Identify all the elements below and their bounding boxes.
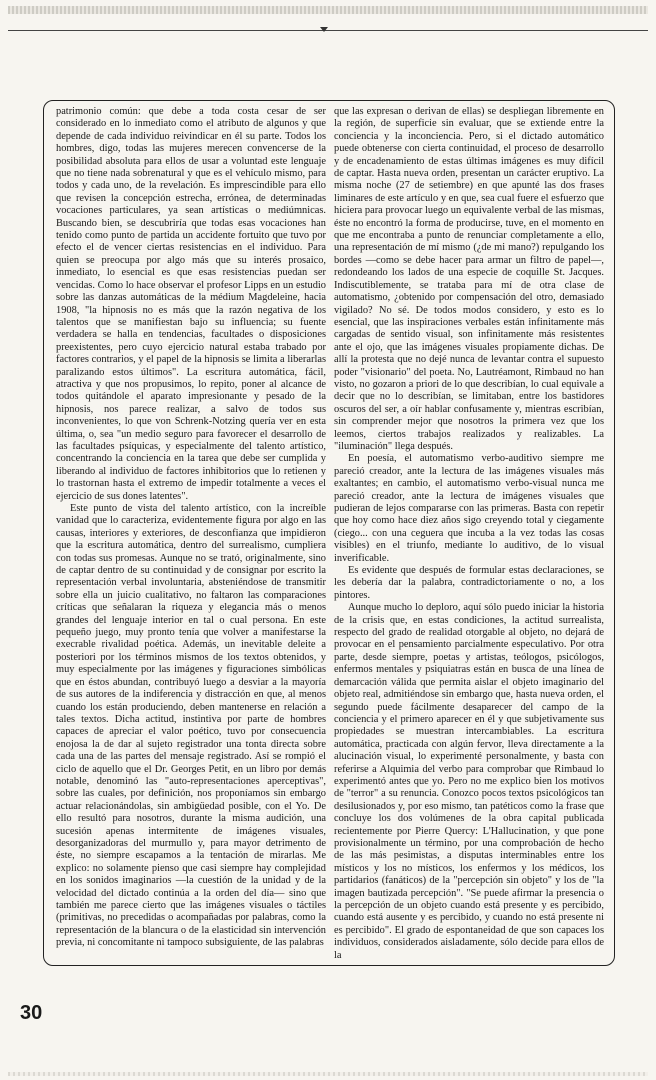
top-triangle-mark xyxy=(320,27,328,32)
right-paragraph-4: Aunque mucho lo deploro, aquí sólo puedo iniciar la historia de la crisis que, en estas condiciones, la actitud surrealista, respecto del grado de realidad otorgable al objeto, no dejará de provocar en el pensamiento parcialmente especulativo. Por otra parte, desde siempre, poetas y artistas, teólogos, psicólogos, enfermos mentales y psiquiatras están en busca de una línea de demarcación válida que permita aislar el objeto imaginario del objeto real, admitiéndose sin embargo que, hasta nueva orden, el segundo puede fácilmente desaparecer del campo de la conciencia y el primero aparecer en él y que subjetivamente sus propiedades se muestran intercambiables. La escritura automática, practicada con algún fervor, lleva directamente a la alucinación visual, lo experimenté personalmente, y basta con referirse a Alquimia del verbo para comprobar que Rimbaud lo experimentó antes que yo. Pero no me explico bien los motivos de "terror" a su renuncia. Conozco pocos textos psicológicos tan desilusionados y, por eso mismo, tan patéticos como la frase que concluye los dos volúmenes de la obra capital publicada recientemente por Pierre Quercy: L'Hallucination, y que pone provisionalmente un término, por una comprobación de hecho de las más pesimistas, a disputas interminables entre los místicos y los no místicos, los enfermos y los médicos, los partidarios (fanáticos) de la "percepción sin objeto" y los de "la imagen bautizada percepción". "Se puede afirmar la presencia o la percepción de un objeto cuando está presente y es percibido, cuando está ausente y es percibido, y cuando no está presente ni es percibido". El grado de espontaneidad de que son capaces los individuos, considerados aisladamente, sólo decide para ellos de la xyxy=(334,602,604,961)
text-columns xyxy=(56,106,604,962)
right-paragraph-2: En poesía, el automatismo verbo-auditivo siempre me pareció creador, ante la lectura de las imágenes visuales más exaltantes; en cambio, el automatismo verbo-visual nunca me pareció creador, ante la lectura de imágenes visuales que pudieran de lejos compararse con las primeras. Basta con repetir que hoy como hace diez años sigo creyendo total y ciegamente (ciego... con una ceguera que incuba a la vez todas las cosas visibles) en el triunfo, mediante lo auditivo, de lo visual inverificable. xyxy=(334,453,604,564)
bottom-scan-band xyxy=(8,1072,648,1076)
top-rule-line xyxy=(8,30,648,31)
right-paragraph-3: Es evidente que después de formular estas declaraciones, se les debería dar la palabra, contradictoriamente o no, a los pintores. xyxy=(334,565,604,601)
left-paragraph-2: Este punto de vista del talento artístico, con la increíble vanidad que lo caracteriza, evidentemente figura por algo en las causas, interiores y exteriores, de desconfianza que impidieron que la escritura automática, dentro del surrealismo, cumpliera con todas sus promesas. Aunque no se trató, originalmente, sino de captar dentro de su continuidad y de consignar por escrito la representación verbal involuntaria, absteniéndose de transmitir sobre ella un juicio cualitativo, no faltaron las comparaciones críticas que señalaran la riqueza y elegancia más o menos grandes del lenguaje interior en tal o cual persona. En este pequeño juego, muy pronto tenía que volver a manifestarse la execrable rivalidad poética. Además, un inevitable deleite a posteriori por los términos mismos de los textos obtenidos, y muy especialmente por las imágenes y figuraciones simbólicas que en éstos abundan, contribuyó luego a desviar a la mayoría de sus autores de la indiferencia y distracción en que, al menos cuando los están produciendo, deben mantenerse en relación a tales textos. Dicha actitud, instintiva por parte de hombres capaces de apreciar el valor poético, tuvo por consecuencia enojosa la de dar al sujeto registrador una tonta directa sobre cada una de las partes del mensaje registrado. Así se rompió el ciclo de aquello que el Dr. Georges Petit, en un libro por demás notable, denominó las "auto-representaciones aperceptivas", sobre las cuales, por definición, nos proponíamos sin embargo actuar relacionándolas, sin ambigüedad posible, con el Yo. De ello resultó para nosotros, durante la misma audición, una sucesión apenas intermitente de imágenes visuales, desorganizadoras del murmullo y, para mayor detrimento de éste, no siempre escapamos a la tentación de mirarlas. Me explico: no solamente pienso que casi siempre hay complejidad en los sonidos imaginarios —la cuestión de la unidad y de la velocidad del dictado continúa a la orden del día— sino que también me parece cierto que las imágenes visuales o táctiles (primitivas, no precedidas o acompañadas por palabras, como la representación de la blancura o de la elasticidad sin intervención previa, ni concomitante ni tampoco subsiguiente, de las palabras xyxy=(56,503,326,949)
left-paragraph-1: patrimonio común: que debe a toda costa cesar de ser considerado en lo inmediato como el atributo de algunos y que depende de cada individuo reivindicar en él su parte. Todos los hombres, digo, todas las mujeres merecen convencerse de la posibilidad absoluta para ellos de usar a voluntad este lenguaje que no tiene nada sobrenatural y que es el vehículo mismo, para todos y cada uno, de la revelación. Es imprescindible para ello que revisen la concepción estrecha, errónea, de determinadas vocaciones particulares, ya sean artísticas o mediúmnicas. Buscando bien, se descubriría que todas esas vocaciones han tenido como punto de partida un accidente fortuito que tuvo por efecto el de vencer ciertas resistencias en el individuo. Para quien se preocupa por algo más que su interés prosaico, inmediato, lo esencial es que esas resistencias puedan ser vencidas. Como lo hace observar el profesor Lipps en un estudio sobre las danzas automáticas de la médium Magdeleine, hacia 1908, "la hipnosis no es más que la razón negativa de los talentos que se manifiestan bajo su influencia; su fuente verdadera se halla en tendencias, facultades o disposiciones preexistentes, pero cuyo ejercicio natural estaba trabado por factores contrarios, y el papel de la hipnosis se limita a liberarlas paralizando estos últimos". La escritura automática, fácil, atractiva y que nos propusimos, lo repito, poner al alcance de todos quitándole el aparato impresionante y pesado de la hipnosis, nos parece realizar, a salvo de todos sus inconvenientes, lo que von Schrenk-Notzing quería ver en esta última, o, sea "un medio seguro para favorecer el desarrollo de las facultades psíquicas, y especialmente del talento artístico, concentrando la conciencia en la tarea que debe ser cumplida y liberando al individuo de factores inhibitorios que lo retienen y lo trastornan hasta el extremo de impedir totalmente a veces el ejercicio de sus dones latentes". xyxy=(56,106,326,502)
page-number: 30 xyxy=(20,1002,43,1024)
right-column xyxy=(334,106,604,962)
right-paragraph-1: que las expresan o derivan de ellas) se despliegan libremente en la región, de superficie sin evaluar, que se extiende entre la conciencia y la inconciencia. Pero, si el dictado automático puede obtenerse con cierta continuidad, el proceso de desarrollo y de encadenamiento de estas últimas imágenes es muy difícil de captar. Hasta nueva orden, presentan un carácter eruptivo. La misma noche (27 de setiembre) en que apunté las dos frases liminares de este artículo y en que, sea cual fuere el esfuerzo que hiciera para provocar luego un equivalente verbal de las mismas, éste no encontró la forma de producirse, tuve, en el momento en que me encontraba a punto de renunciar completamente a ello, una representación de mí mismo (¿de mi mano?) repulgando los bordes —como se debe hacer para armar un filtro de papel—, redondeando los lados de una especie de coquille St. Jacques. Indiscutiblemente, se trataba para mí de otra clase de automatismo, ¿obtenido por compensación del otro, demasiado vigilado? No sé. De todos modos considero, y esto es lo esencial, que las inspiraciones verbales están infinitamente más cargadas de sentido visual, son infinitamente más resistentes ante el ojo, que las imágenes visuales propiamente dichas. De allí la protesta que no dejé nunca de levantar contra el supuesto poder "visionario" del poeta. No, Lautréamont, Rimbaud no han visto, no gozaron a priori de lo que describían, lo cual equivale a decir que no lo describían, se limitaban, entre los bastidores oscuros del ser, a oír hablar confusamente y, mientras escribían, sin comprender mejor que nosotros la primera vez que los leemos, ciertos trabajos realizados y realizables. La "iluminación" llega después. xyxy=(334,106,604,452)
top-scan-band xyxy=(8,6,648,14)
left-column xyxy=(56,106,326,962)
